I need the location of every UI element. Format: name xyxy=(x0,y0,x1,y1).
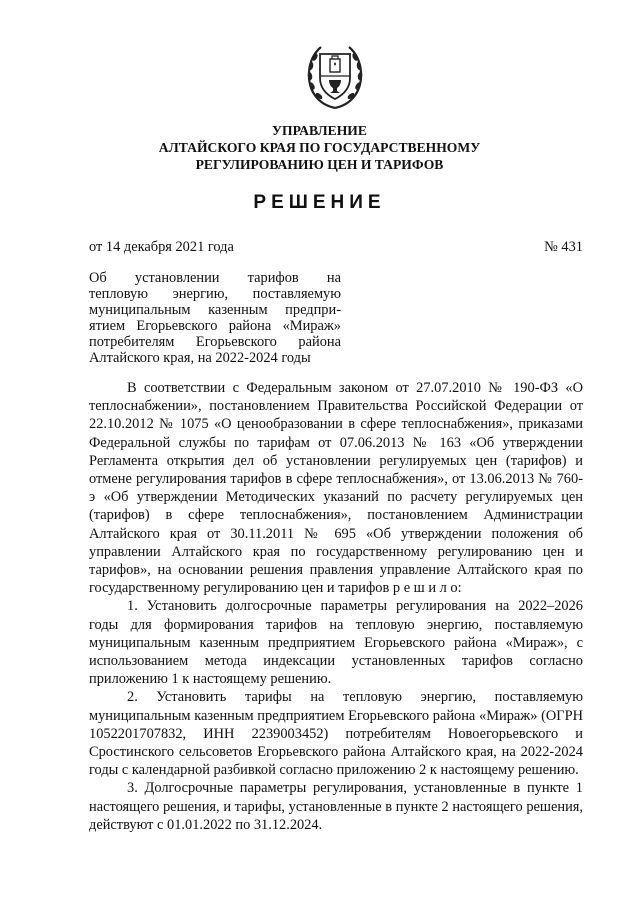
document-date: от 14 декабря 2021 года xyxy=(89,239,234,255)
organization-title xyxy=(60,122,579,173)
org-title-line-3: РЕГУЛИРОВАНИЮ ЦЕН И ТАРИФОВ xyxy=(195,157,444,172)
subject-line-6: Алтайского края, на 2022-2024 годы xyxy=(89,350,311,366)
subject-line-3: муниципальным казенным предпри- xyxy=(89,302,341,318)
subject-line-2: тепловую энергию, поставляемую xyxy=(89,286,341,302)
document-subject xyxy=(89,270,341,366)
item-1-paragraph: 1. Установить долгосрочные параметры регулирования на 2022–2026 годы для формирования тарифов на тепловую энергию, поставляемую муниципальным казенным предприятием Егорьевского района «Мираж», с использованием метода индексации установленных тарифов согласно приложению 1 к настоящему решению. xyxy=(89,598,583,688)
item-3-paragraph: 3. Долгосрочные параметры регулирования, установленные в пункте 1 настоящего решения, и тарифы, установленные в пункте 2 настоящего решения, действуют с 01.01.2022 по 31.12.2024. xyxy=(89,780,583,833)
subject-line-4: ятием Егорьевского района «Мираж» xyxy=(89,318,341,334)
subject-line-5: потребителям Егорьевского района xyxy=(89,334,341,350)
subject-line-1: Об установлении тарифов на xyxy=(89,270,341,286)
org-title-line-1: УПРАВЛЕНИЕ xyxy=(272,123,367,138)
altai-krai-coat-of-arms-icon xyxy=(303,42,367,112)
document-number: № 431 xyxy=(544,239,583,255)
document-body xyxy=(89,379,583,834)
item-2-paragraph: 2. Установить тарифы на тепловую энергию, поставляемую муниципальным казенным предприятием Егорьевского района «Мираж» (ОГРН 1052201707832, ИНН 2239003452) потребителям Новоегорьевского и Сростинского сельсоветов Егорьевского района Алтайского края, на 2022-2024 годы с календарной разбивкой согласно приложению 2 к настоящему решению. xyxy=(89,689,583,779)
preamble-paragraph: В соответствии с Федеральным законом от 27.07.2010 № 190-ФЗ «О теплоснабжении», постановлением Правительства Российской Федерации от 22.10.2012 № 1075 «О ценообразовании в сфере теплоснабжения», приказами Федеральной службы по тарифам от 07.06.2013 № 163 «Об утверждении Регламента открытия дел об установлении регулируемых цен (тарифов) и отмене регулирования тарифов в сфере теплоснабжения», от 13.06.2013 № 760-э «Об утверждении Методических указаний по расчету регулируемых цен (тарифов) в сфере теплоснабжения», постановлением Администрации Алтайского края от 30.11.2011 № 695 «Об утверждении положения об управлении Алтайского края по государственному регулированию цен и тарифов», на основании решения правления управление Алтайского края по государственному регулированию цен и тарифов р е ш и л о: xyxy=(89,380,583,597)
org-title-line-2: АЛТАЙСКОГО КРАЯ ПО ГОСУДАРСТВЕННОМУ xyxy=(158,140,481,155)
document-type-heading: РЕШЕНИЕ xyxy=(253,192,386,213)
